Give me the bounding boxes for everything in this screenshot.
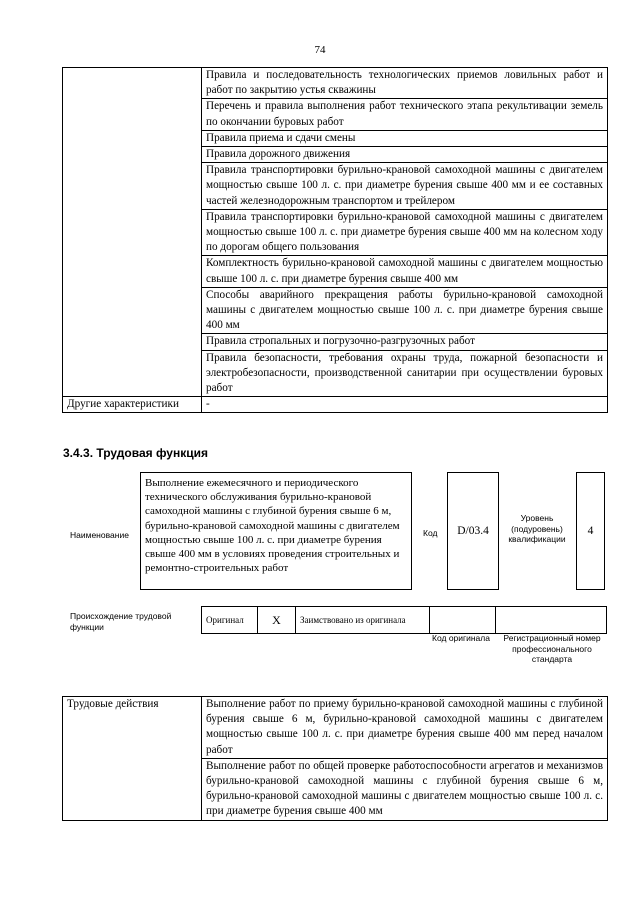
table-row: Правила и последовательность технологических приемов ловильных работ и работ по закрытию устья скважины [202,68,608,99]
original-mark: X [258,607,296,634]
level-value: 4 [576,472,605,590]
origin-table [201,606,607,634]
reg-number-caption: Регистрационный номер профессионального стандарта [503,633,601,664]
table-row: Способы аварийного прекращения работы бурильно-крановой самоходной машины с двигателем мощностью свыше 100 л. с. при диаметре бурения свыше 400 мм [202,287,608,334]
code-label: Код [423,528,438,538]
knowledge-table [62,67,608,413]
table-row: Правила дорожного движения [202,147,608,163]
table-row: Правила стропальных и погрузочно-разгрузочных работ [202,334,608,350]
table-row: Комплектность бурильно-крановой самоходной машины с двигателем мощностью свыше 100 л. с. при диаметре бурения свыше 400 мм [202,256,608,287]
function-name-value: Выполнение ежемесячного и периодического технического обслуживания бурильно-крановой самоходной машины с глубиной бурения свыше 6 м, бурильно-крановой самоходной машины с двигателем мощностью свыше 100 л. с. при диаметре бурения свыше 400 мм в условиях проведения строительных и ремонтно-строительных работ [140,472,412,590]
other-characteristics-label: Другие характеристики [63,397,202,413]
table-left-empty [63,68,202,397]
page-number: 74 [314,44,326,56]
table-row: Правила приема и сдачи смены [202,130,608,146]
level-label: Уровень (подуровень) квалификации [508,513,566,544]
table-row: Правила транспортировки бурильно-крановой самоходной машины с двигателем мощностью свыше 100 л. с. при диаметре бурения свыше 400 мм на колесном ходу по дорогам общего пользования [202,209,608,256]
actions-label: Трудовые действия [63,697,202,821]
origin-reg-cell [496,607,607,634]
other-characteristics-value: - [202,397,608,413]
section-title: 3.4.3. Трудовая функция [63,446,208,460]
original-label: Оригинал [202,607,258,634]
origin-code-cell [430,607,496,634]
table-row: Выполнение работ по приему бурильно-крановой самоходной машины с глубиной бурения свыше 6 м, бурильно-крановой самоходной машины с двигателем мощностью свыше 100 л. с. при диаметре бурения свыше 400 мм перед началом работ [202,697,608,759]
code-value: D/03.4 [447,472,499,590]
code-original-caption: Код оригинала [432,633,490,643]
table-row: Правила безопасности, требования охраны труда, пожарной безопасности и электробезопасности, производственной санитарии при осуществлении буровых работ [202,350,608,397]
borrowed-label: Заимствовано из оригинала [296,607,430,634]
origin-label: Происхождение трудовой функции [70,611,172,632]
table-row: Выполнение работ по общей проверке работоспособности агрегатов и механизмов бурильно-крановой самоходной машины с глубиной бурения свыше 6 м, бурильно-крановой самоходной машины с двигателем мощностью свыше 100 л. с. при диаметре бурения свыше 400 мм [202,758,608,820]
table-row: Перечень и правила выполнения работ технического этапа рекультивации земель по окончании буровых работ [202,99,608,130]
name-label: Наименование [70,530,129,540]
actions-table [62,696,608,821]
table-row: Правила транспортировки бурильно-крановой самоходной машины с двигателем мощностью свыше 100 л. с. при диаметре бурения свыше 400 мм и ее составных частей железнодорожным транспортом и трейлером [202,163,608,210]
